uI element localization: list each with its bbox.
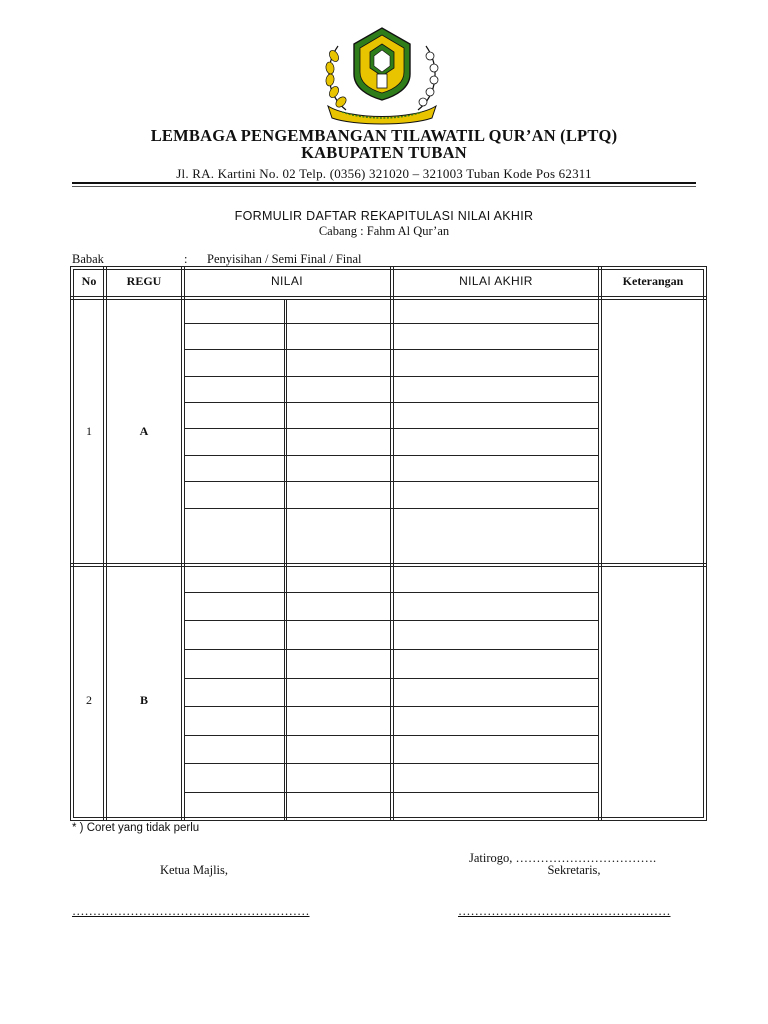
header-nilai: NILAI <box>270 274 303 288</box>
header-regu: REGU <box>126 274 162 288</box>
ketua-majlis-title: Ketua Majlis, <box>159 863 229 877</box>
group-1-regu: A <box>139 424 149 438</box>
sekretaris-signature-line: …………………………………………… <box>458 904 671 918</box>
organization-address: Jl. RA. Kartini No. 02 Telp. (0356) 321020 – 321003 Tuban Kode Pos 62311 <box>176 166 592 181</box>
babak-label: Babak <box>72 252 104 266</box>
group-2-number: 2 <box>86 693 92 707</box>
form-title: FORMULIR DAFTAR REKAPITULASI NILAI AKHIR <box>234 209 534 223</box>
organization-region: KABUPATEN TUBAN <box>301 143 467 162</box>
header-keterangan: Keterangan <box>622 274 684 288</box>
babak-colon: : <box>184 252 188 266</box>
organization-name: LEMBAGA PENGEMBANGAN TILAWATIL QUR’AN (LPTQ) <box>150 126 618 145</box>
group-1-number: 1 <box>86 424 92 438</box>
footnote: * ) Coret yang tidak perlu <box>72 822 200 834</box>
header-no: No <box>81 274 97 288</box>
place-date-line: Jatirogo, ……………………………. <box>469 851 657 865</box>
group-2-regu: B <box>139 693 148 707</box>
header-nilai-akhir: NILAI AKHIR <box>459 274 533 288</box>
sekretaris-title: Sekretaris, <box>547 863 601 877</box>
ketua-signature-line: ………………………………………………… <box>72 904 310 918</box>
babak-options: Penyisihan / Semi Final / Final <box>207 252 362 266</box>
form-subtitle: Cabang : Fahm Al Qur’an <box>318 224 450 238</box>
